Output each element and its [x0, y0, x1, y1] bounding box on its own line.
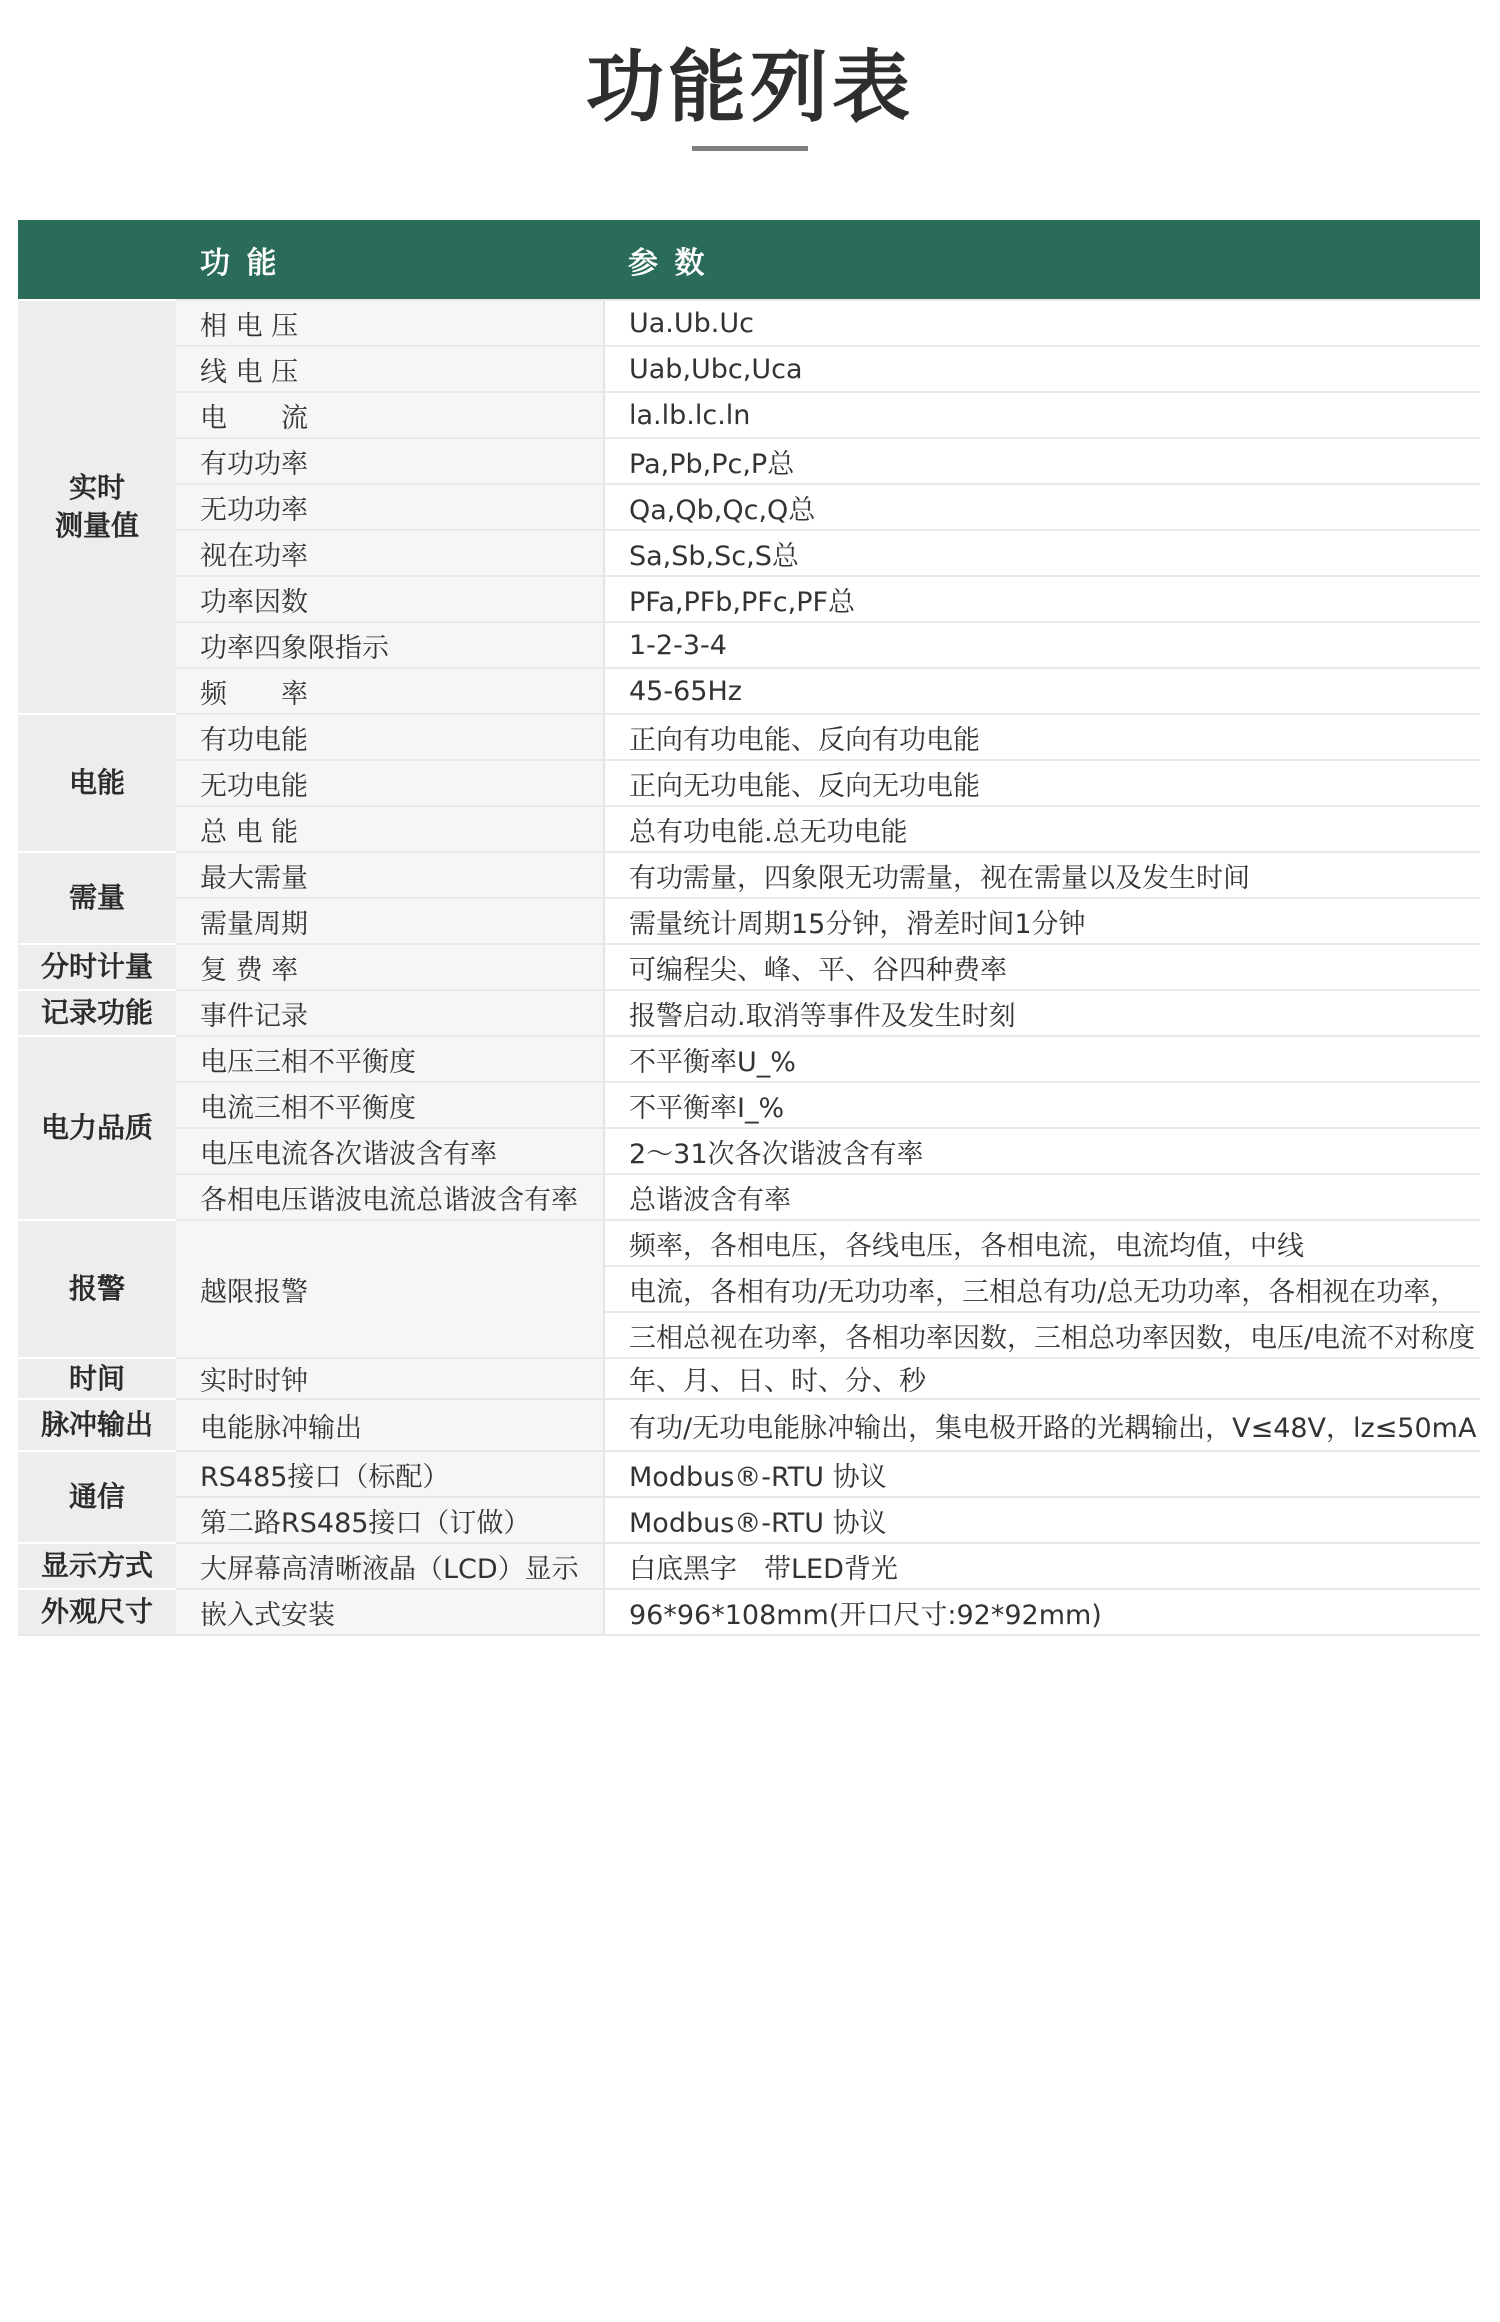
table-row	[18, 576, 1480, 622]
table-row	[18, 1451, 1480, 1497]
table-row	[18, 668, 1480, 714]
parameter-cell: 96*96*108mm(开口尺寸:92*92mm)	[604, 1589, 1480, 1635]
category-cell: 外观尺寸	[18, 1589, 176, 1635]
parameter-cell: 45-65Hz	[604, 668, 1480, 714]
category-cell: 显示方式	[18, 1543, 176, 1589]
category-cell: 记录功能	[18, 990, 176, 1036]
function-cell: 有功电能	[176, 714, 604, 760]
parameter-cell: 2～31次各次谐波含有率	[604, 1128, 1480, 1174]
table-row	[18, 714, 1480, 760]
function-cell: 线 电 压	[176, 346, 604, 392]
function-cell: 相 电 压	[176, 300, 604, 346]
page-title: 功能列表	[585, 43, 914, 133]
function-cell: 视在功率	[176, 530, 604, 576]
category-cell: 分时计量	[18, 944, 176, 990]
function-cell: 需量周期	[176, 898, 604, 944]
parameter-cell: Modbus®-RTU 协议	[604, 1497, 1480, 1543]
parameter-cell: 有功需量，四象限无功需量，视在需量以及发生时间	[604, 852, 1480, 898]
table-row	[18, 806, 1480, 852]
function-cell: RS485接口（标配）	[176, 1451, 604, 1497]
table-row	[18, 852, 1480, 898]
parameter-cell: 报警启动.取消等事件及发生时刻	[604, 990, 1480, 1036]
table-row	[18, 300, 1480, 346]
table-row	[18, 944, 1480, 990]
function-cell: 复 费 率	[176, 944, 604, 990]
table-row	[18, 1174, 1480, 1220]
function-cell: 无功功率	[176, 484, 604, 530]
parameter-cell: 白底黑字 带LED背光	[604, 1543, 1480, 1589]
header-category	[18, 220, 176, 300]
table-row	[18, 622, 1480, 668]
parameter-cell: 三相总视在功率，各相功率因数，三相总功率因数，电压/电流不对称度	[604, 1312, 1480, 1358]
category-cell: 报警	[18, 1220, 176, 1358]
function-cell: 事件记录	[176, 990, 604, 1036]
function-cell: 各相电压谐波电流总谐波含有率	[176, 1174, 604, 1220]
category-cell: 需量	[18, 852, 176, 944]
parameter-cell: Qa,Qb,Qc,Q总	[604, 484, 1480, 530]
table-row	[18, 346, 1480, 392]
table-row	[18, 1399, 1480, 1451]
category-cell: 通信	[18, 1451, 176, 1543]
table-row	[18, 1497, 1480, 1543]
function-cell: 功率因数	[176, 576, 604, 622]
parameter-cell: PFa,PFb,PFc,PF总	[604, 576, 1480, 622]
table-row	[18, 1036, 1480, 1082]
table-row	[18, 898, 1480, 944]
parameter-cell: la.lb.lc.ln	[604, 392, 1480, 438]
title-underline	[692, 146, 808, 151]
parameter-cell: Uab,Ubc,Uca	[604, 346, 1480, 392]
function-cell: 越限报警	[176, 1220, 604, 1358]
function-cell: 第二路RS485接口（订做）	[176, 1497, 604, 1543]
category-cell: 脉冲输出	[18, 1399, 176, 1451]
parameter-cell: 频率，各相电压，各线电压，各相电流，电流均值，中线	[604, 1220, 1480, 1266]
table-header-row	[18, 220, 1480, 300]
parameter-cell: 可编程尖、峰、平、谷四种费率	[604, 944, 1480, 990]
table-row	[18, 1543, 1480, 1589]
table-row	[18, 530, 1480, 576]
function-cell: 电能脉冲输出	[176, 1399, 604, 1451]
function-cell: 总 电 能	[176, 806, 604, 852]
parameter-cell: Ua.Ub.Uc	[604, 300, 1480, 346]
category-cell: 时间	[18, 1358, 176, 1399]
function-cell: 有功功率	[176, 438, 604, 484]
parameter-cell: 正向无功电能、反向无功电能	[604, 760, 1480, 806]
parameter-cell: 总谐波含有率	[604, 1174, 1480, 1220]
function-cell: 无功电能	[176, 760, 604, 806]
parameter-cell: 总有功电能.总无功电能	[604, 806, 1480, 852]
function-cell: 电流三相不平衡度	[176, 1082, 604, 1128]
parameter-cell: Pa,Pb,Pc,P总	[604, 438, 1480, 484]
table-body	[18, 300, 1480, 1635]
parameter-cell: 正向有功电能、反向有功电能	[604, 714, 1480, 760]
function-cell: 电压电流各次谐波含有率	[176, 1128, 604, 1174]
table-row	[18, 1082, 1480, 1128]
function-cell: 最大需量	[176, 852, 604, 898]
table-row	[18, 484, 1480, 530]
category-cell: 实时 测量值	[18, 300, 176, 714]
category-cell: 电能	[18, 714, 176, 852]
function-cell: 频 率	[176, 668, 604, 714]
parameter-cell: 有功/无功电能脉冲输出，集电极开路的光耦输出，V≤48V，lz≤50mA	[604, 1399, 1480, 1451]
parameter-cell: 年、月、日、时、分、秒	[604, 1358, 1480, 1399]
table-row	[18, 990, 1480, 1036]
table-row	[18, 1358, 1480, 1399]
table-row	[18, 760, 1480, 806]
function-cell: 功率四象限指示	[176, 622, 604, 668]
table-row	[18, 392, 1480, 438]
function-table	[18, 220, 1480, 1636]
parameter-cell: Modbus®-RTU 协议	[604, 1451, 1480, 1497]
table-row	[18, 1589, 1480, 1635]
header-parameter: 参 数	[604, 220, 1480, 300]
table-row	[18, 1220, 1480, 1266]
function-cell: 嵌入式安装	[176, 1589, 604, 1635]
parameter-cell: 不平衡率I_%	[604, 1082, 1480, 1128]
category-cell: 电力品质	[18, 1036, 176, 1220]
function-cell: 电压三相不平衡度	[176, 1036, 604, 1082]
parameter-cell: Sa,Sb,Sc,S总	[604, 530, 1480, 576]
header-function: 功 能	[176, 220, 604, 300]
parameter-cell: 1-2-3-4	[604, 622, 1480, 668]
table-row	[18, 1128, 1480, 1174]
function-cell: 实时时钟	[176, 1358, 604, 1399]
function-cell: 大屏幕高清晰液晶（LCD）显示	[176, 1543, 604, 1589]
parameter-cell: 需量统计周期15分钟，滑差时间1分钟	[604, 898, 1480, 944]
parameter-cell: 电流，各相有功/无功功率，三相总有功/总无功功率，各相视在功率，	[604, 1266, 1480, 1312]
function-cell: 电 流	[176, 392, 604, 438]
table-row	[18, 438, 1480, 484]
parameter-cell: 不平衡率U_%	[604, 1036, 1480, 1082]
